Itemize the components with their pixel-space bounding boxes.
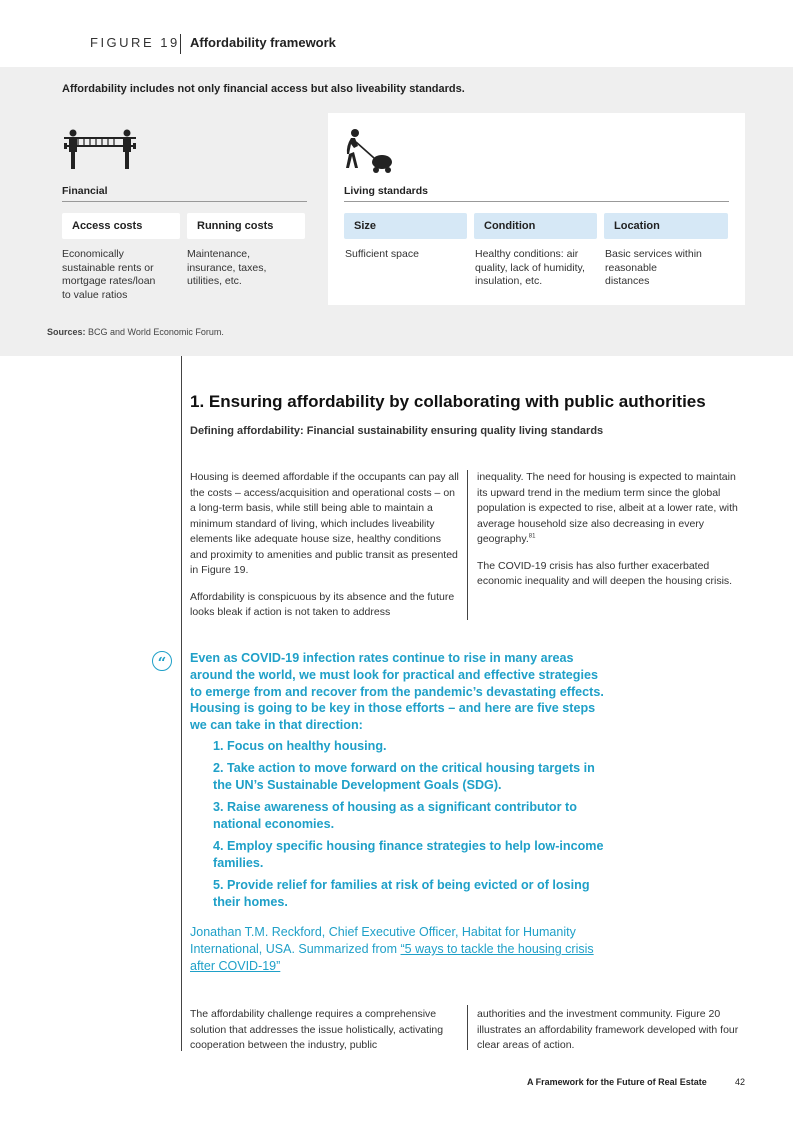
ladder-carriers-icon <box>60 128 142 174</box>
framework-intro: Affordability includes not only financial access but also liveability standards. <box>62 83 465 95</box>
column-desc-size: Sufficient space <box>345 248 419 260</box>
column-header-running-costs: Running costs <box>187 213 305 239</box>
margin-rule <box>181 356 182 1051</box>
column-header-access-costs: Access costs <box>62 213 180 239</box>
section-subtitle: Defining affordability: Financial sustainability ensuring quality living standards <box>190 425 604 437</box>
column-desc-running-costs: Maintenance, insurance, taxes, utilities, etc. <box>187 248 267 287</box>
figure-divider <box>180 34 181 54</box>
category-financial-rule <box>62 201 307 202</box>
column-desc-access-costs: Economically sustainable rents or mortgage rates/loan to value ratios <box>62 248 156 301</box>
column-divider <box>467 470 468 620</box>
quote-step-4: 4. Employ specific housing finance strategies to help low-income families. <box>213 839 604 870</box>
quote-step-3: 3. Raise awareness of housing as a significant contributor to national economies. <box>213 800 577 831</box>
column-header-size: Size <box>344 213 467 239</box>
closing-column-divider <box>467 1005 468 1050</box>
closing-left-column: The affordability challenge requires a comprehensive solution that addresses the issue holistically, activating cooperation between the industry, public <box>190 1008 444 1051</box>
column-header-location: Location <box>604 213 728 239</box>
quote-step-2: 2. Take action to move forward on the critical housing targets in the UN’s Sustainable Development Goals (SDG). <box>213 761 595 792</box>
column-header-condition: Condition <box>474 213 597 239</box>
pull-quote-text: Even as COVID-19 infection rates continue to rise in many areas around the world, we must look for practical and effective strategies to emerge from and recover from the pandemic’s devastating effects. Housing is going to be key in those efforts – and here are five steps we can take in that direction: <box>190 651 604 733</box>
section-title: 1. Ensuring affordability by collaborating with public authorities <box>190 392 706 411</box>
lawn-mower-icon <box>344 128 400 174</box>
sources-note: Sources: BCG and World Economic Forum. <box>47 327 224 337</box>
column-desc-location: Basic services within reasonable distances <box>605 248 702 287</box>
quote-step-5: 5. Provide relief for families at risk of being evicted or of losing their homes. <box>213 878 590 909</box>
quote-icon: “ <box>152 651 172 671</box>
body-right-column: inequality. The need for housing is expected to maintain its upward trend in the medium term since the global population is expected to rise, albeit at a lower rate, with average household size also decreasing in every geography.$^{81}$ The COVID-19 crisis has also further exacerbated economic inequality and will deepen the housing crisis. <box>477 471 738 587</box>
quote-step-1: 1. Focus on healthy housing. <box>213 739 387 753</box>
column-desc-condition: Healthy conditions: air quality, lack of humidity, insulation, etc. <box>475 248 585 287</box>
closing-right-column: authorities and the investment community. Figure 20 illustrates an affordability framework developed with four clear areas of action. <box>477 1008 739 1051</box>
category-living-rule <box>344 201 729 202</box>
figure-label: FIGURE 19 <box>90 35 180 50</box>
footer-title: A Framework for the Future of Real Estate <box>527 1077 707 1087</box>
category-living-standards: Living standards <box>344 185 429 197</box>
quote-attribution: Jonathan T.M. Reckford, Chief Executive Officer, Habitat for Humanity International, USA. Summarized from “5 ways to tackle the housing crisis after COVID-19” <box>190 925 594 973</box>
body-left-column: Housing is deemed affordable if the occupants can pay all the costs – access/acquisition and operational costs – on a long-term basis, while still being able to maintain a minimum standard of living, which includes liveability elements like adequate house size, healthy conditions and proximity to amenities and public transit as presented in Figure 19. Affordability is conspicuous by its absence and the future looks bleak if action is not taken to address <box>190 471 459 618</box>
page-number: 42 <box>735 1077 746 1087</box>
figure-title: Affordability framework <box>190 35 336 50</box>
source-link[interactable]: “5 ways to tackle the housing crisis after COVID-19” <box>190 942 594 973</box>
category-financial: Financial <box>62 185 108 197</box>
